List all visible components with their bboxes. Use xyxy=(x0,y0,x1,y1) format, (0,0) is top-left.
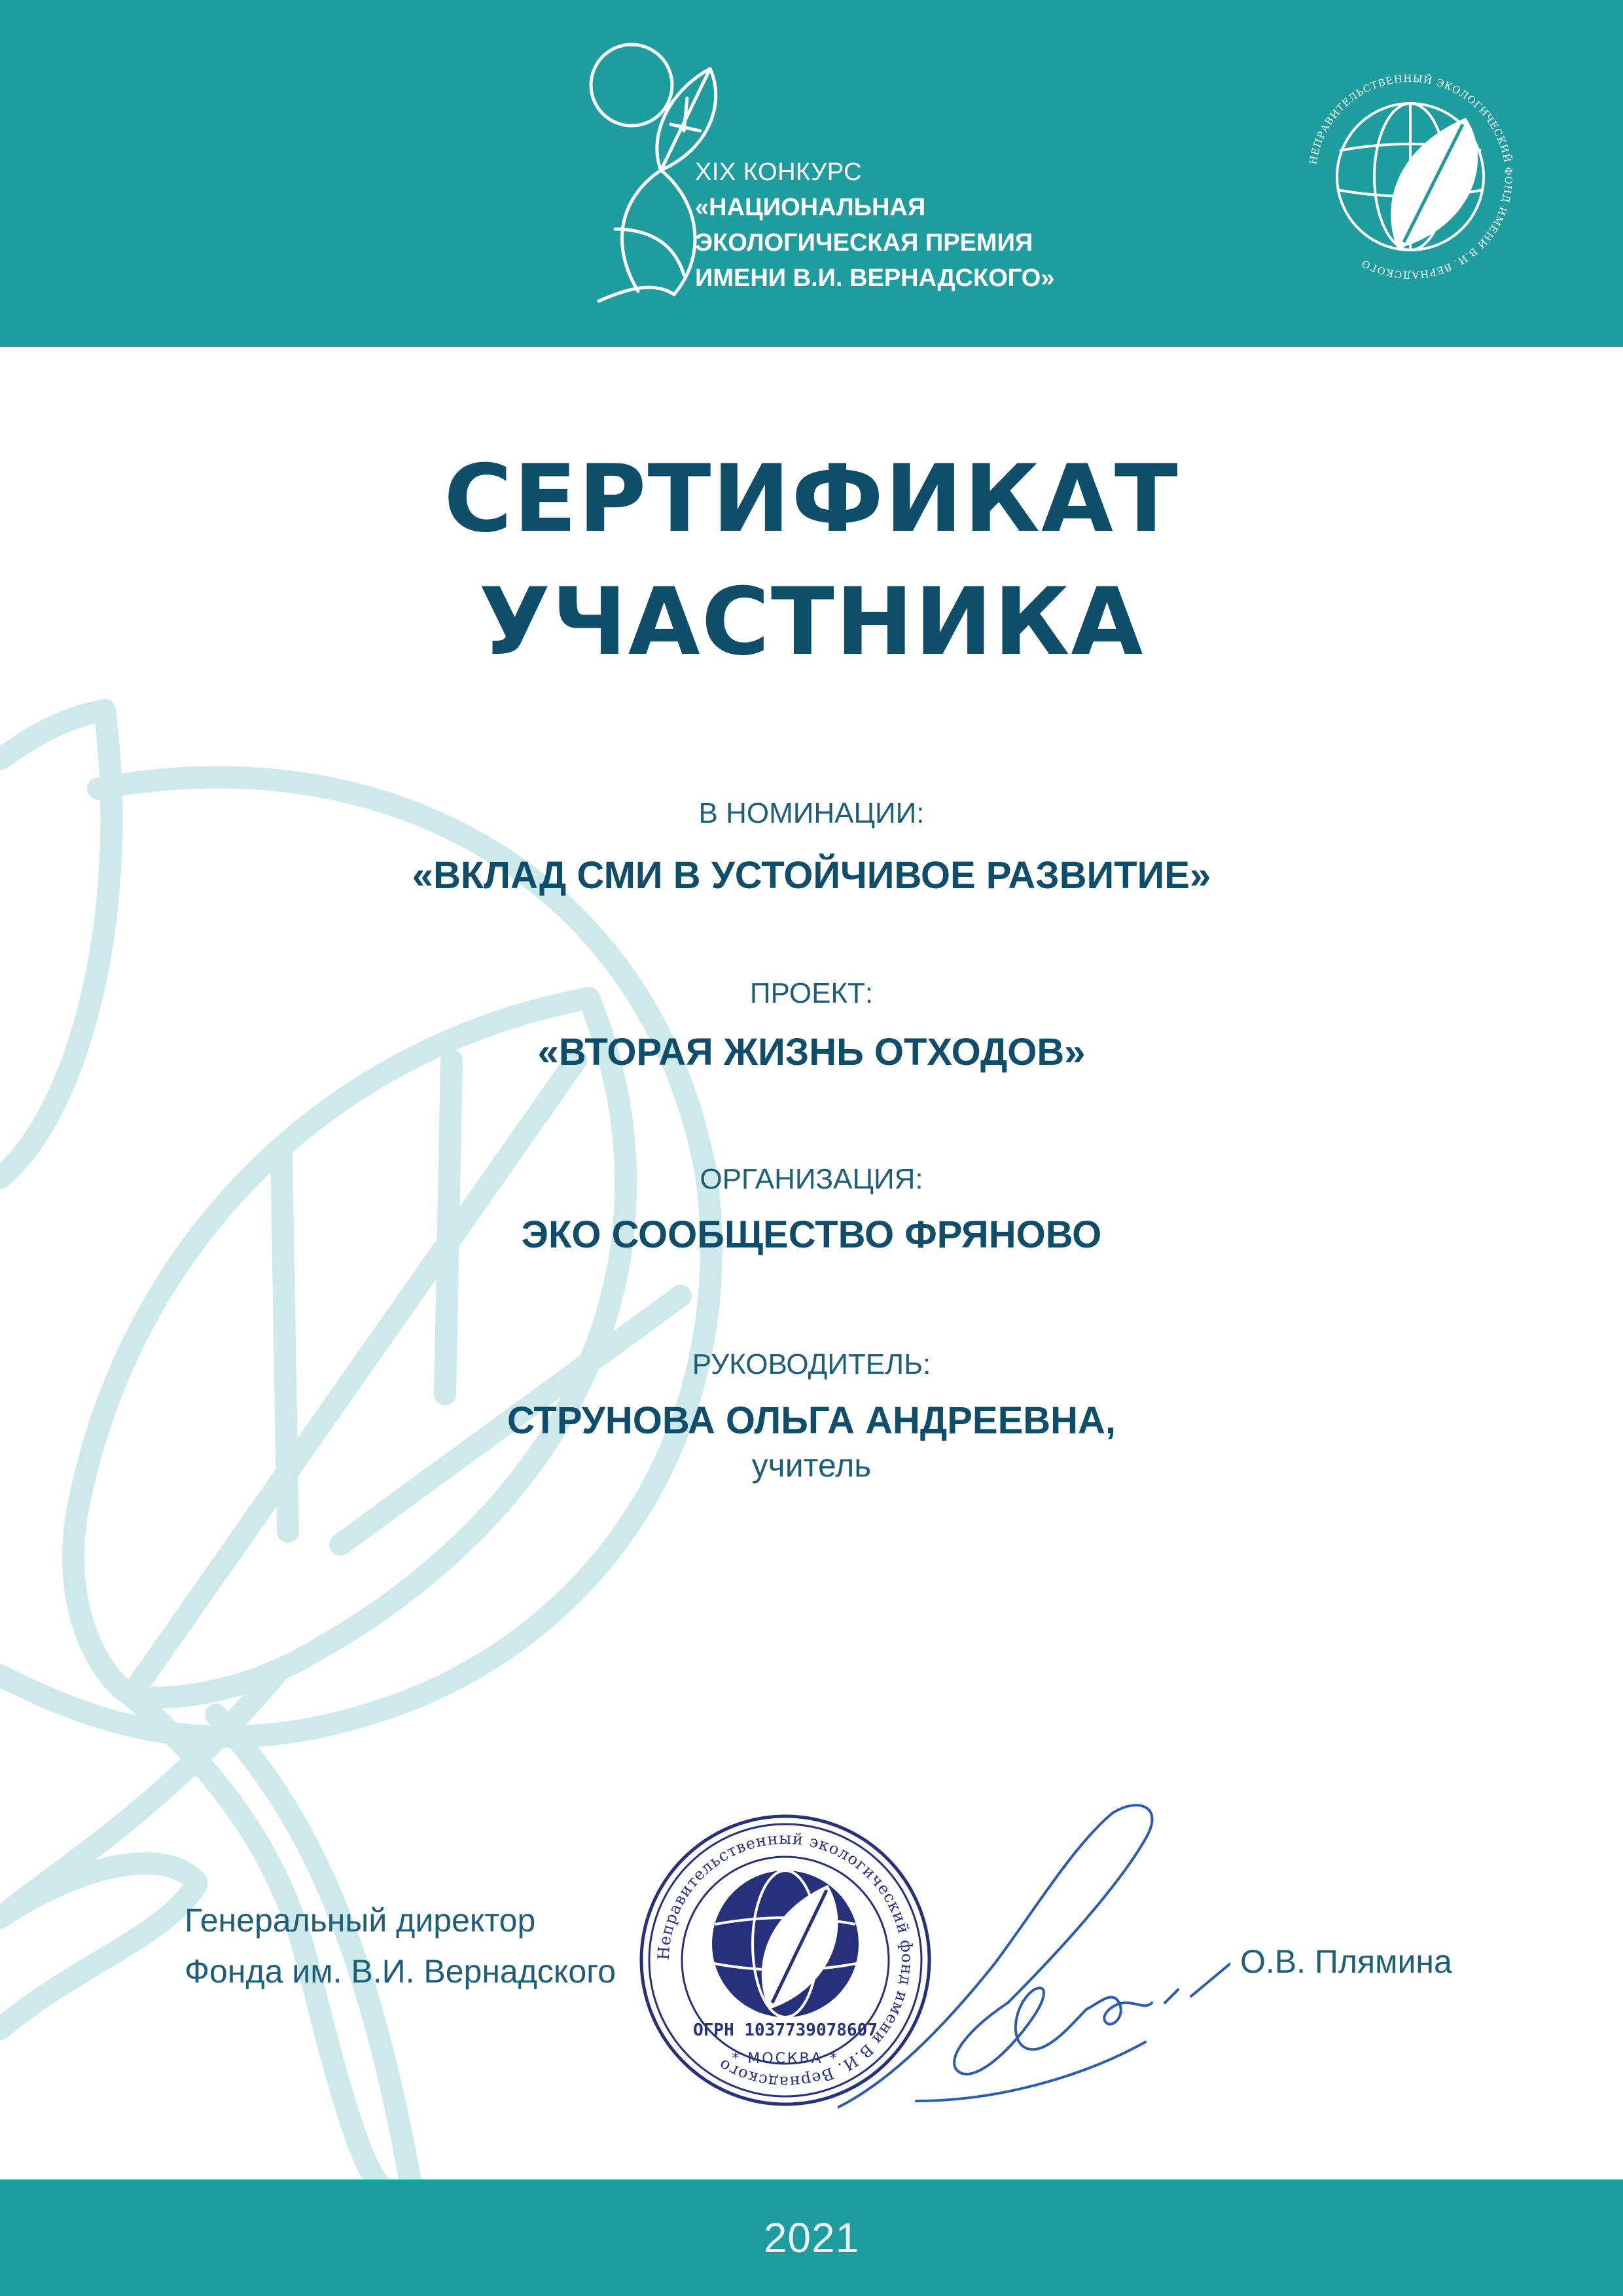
contest-line-2: «НАЦИОНАЛЬНАЯ xyxy=(695,194,926,221)
certificate-title: СЕРТИФИКАТ xyxy=(444,445,1179,553)
nomination-value: «ВКЛАД СМИ В УСТОЙЧИВОЕ РАЗВИТИЕ» xyxy=(412,854,1211,897)
leader-label: РУКОВОДИТЕЛЬ: xyxy=(692,1348,931,1380)
signer-role-line-2: Фонда им. В.И. Вернадского xyxy=(185,1953,616,1990)
footer-band xyxy=(0,2179,1623,2296)
contest-title xyxy=(695,154,1054,296)
signature-icon xyxy=(838,1793,1230,2134)
contest-line-4: ИМЕНИ В.И. ВЕРНАДСКОГО» xyxy=(695,264,1055,292)
nomination-label: В НОМИНАЦИИ: xyxy=(698,797,925,829)
signer-role-line-1: Генеральный директор xyxy=(185,1902,536,1939)
contest-line-3: ЭКОЛОГИЧЕСКАЯ ПРЕМИЯ xyxy=(695,229,1033,257)
signer-name: О.В. Плямина xyxy=(1240,1943,1452,1980)
certificate-subtitle: УЧАСТНИКА xyxy=(478,568,1145,676)
organization-label: ОРГАНИЗАЦИЯ: xyxy=(700,1163,923,1195)
certificate-year: 2021 xyxy=(763,2214,860,2261)
stamp-city: * МОСКВА * xyxy=(732,2051,839,2067)
stamp-ring-text: Неправительственный экологический фонд имени В.И. Вернадского xyxy=(654,1829,917,2092)
signer-role xyxy=(185,1895,616,1997)
organization-value: ЭКО СООБЩЕСТВО ФРЯНОВО xyxy=(521,1213,1102,1256)
header-band xyxy=(0,0,1623,347)
stamp-ogrn: ОГРН 1037739078607 xyxy=(693,2020,878,2040)
leader-value: СТРУНОВА ОЛЬГА АНДРЕЕВНА, xyxy=(507,1399,1116,1442)
project-value: «ВТОРАЯ ЖИЗНЬ ОТХОДОВ» xyxy=(537,1031,1086,1073)
contest-line-1: XIX КОНКУРС xyxy=(695,158,863,186)
fund-globe-logo-icon xyxy=(1299,65,1522,288)
fund-seal-text: НЕПРАВИТЕЛЬСТВЕННЫЙ ЭКОЛОГИЧЕСКИЙ ФОНД ИМЕНИ В.И. ВЕРНАДСКОГО xyxy=(1307,72,1515,281)
leader-role: учитель xyxy=(751,1447,872,1484)
project-label: ПРОЕКТ: xyxy=(749,977,874,1009)
